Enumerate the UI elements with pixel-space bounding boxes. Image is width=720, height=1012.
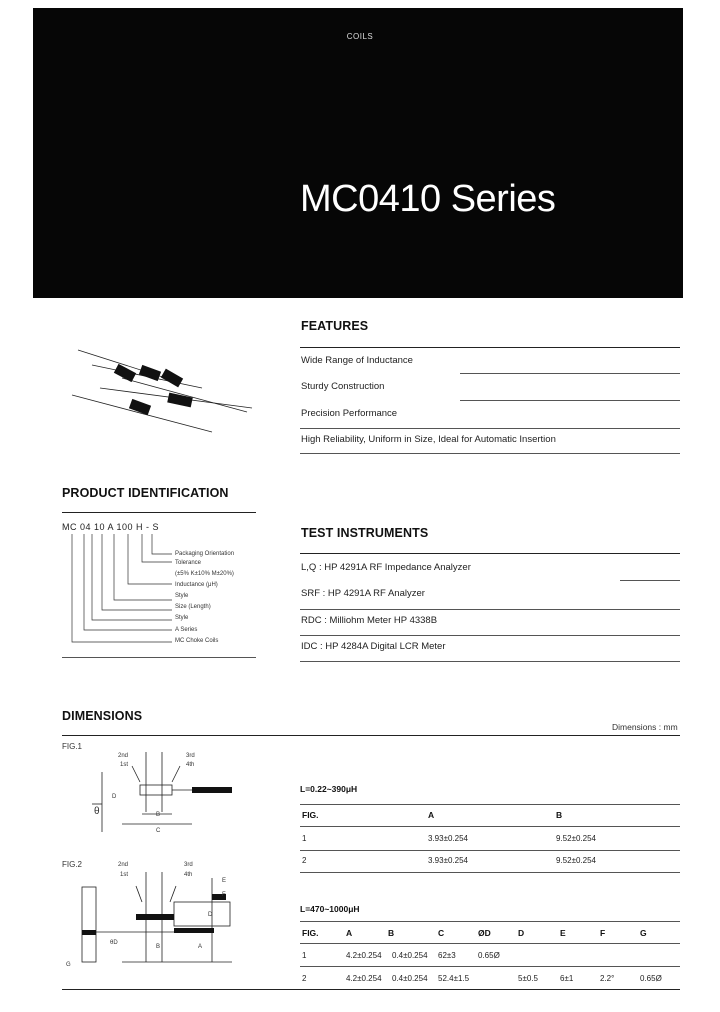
fig1-mark: θ [94, 806, 100, 817]
features-heading: FEATURES [301, 319, 369, 333]
instrument-item: IDC : HP 4284A Digital LCR Meter [301, 641, 446, 652]
fig1-label: FIG.1 [62, 742, 83, 751]
pid-label: Style [175, 615, 189, 621]
features-divider [300, 347, 680, 348]
product-code: MC 04 10 A 100 H - S [62, 522, 160, 532]
table2-header: F [600, 928, 606, 938]
feature-rule [300, 453, 680, 454]
product-id-leader-lines [62, 532, 182, 654]
fig1-mark: 2nd [118, 753, 129, 759]
pid-label: Packaging Orientation [175, 551, 235, 557]
table2-cell: 52.4±1.5 [438, 974, 470, 983]
fig1-mark: 3rd [186, 753, 195, 759]
fig2-mark: 2nd [118, 862, 129, 868]
pid-label: A Series [175, 627, 198, 633]
fig1-mark: 4th [186, 762, 195, 768]
category-label: COILS [346, 32, 374, 41]
table2-rule [300, 966, 680, 967]
coil-product-image [62, 340, 262, 440]
table2-range: L=470~1000μH [300, 904, 360, 914]
fig2-mark: D [208, 912, 213, 918]
table2-cell: 4.2±0.254 [346, 974, 382, 983]
fig2-mark: E [222, 878, 227, 884]
instrument-rule [300, 609, 680, 610]
table2-header: G [640, 928, 647, 938]
dimensions-unit-note: Dimensions : mm [612, 722, 678, 732]
fig2-mark: A [198, 944, 203, 950]
test-instruments-divider [300, 553, 680, 554]
table2-cell: 2 [302, 974, 307, 983]
fig2-label: FIG.2 [62, 860, 83, 869]
table1-header: A [428, 810, 435, 820]
product-id-divider [62, 512, 256, 513]
fig1-mark: C [156, 828, 161, 834]
fig1-mark: D [112, 794, 117, 800]
table2-header: C [438, 928, 445, 938]
fig2-mark: 3rd [184, 862, 193, 868]
pid-label: MC Choke Coils [175, 638, 219, 644]
pid-label: Tolerance [175, 560, 202, 566]
table1-cell: 3.93±0.254 [428, 856, 468, 865]
table2-header: A [346, 928, 353, 938]
table2-header: E [560, 928, 566, 938]
table2-cell: 4.2±0.254 [346, 951, 382, 960]
table2-cell: 5±0.5 [518, 974, 538, 983]
table1-cell: 9.52±0.254 [556, 856, 596, 865]
table1-cell: 2 [302, 856, 307, 865]
feature-rule [300, 428, 680, 429]
table1-header: B [556, 810, 563, 820]
table2-header: B [388, 928, 395, 938]
pid-label: (±5% K±10% M±20%) [175, 571, 234, 577]
table2-header: FIG. [302, 928, 319, 938]
table2-cell: 62±3 [438, 951, 456, 960]
table2-rule [300, 921, 680, 922]
table1-cell: 3.93±0.254 [428, 834, 468, 843]
instrument-rule [620, 580, 680, 581]
fig1-drawing [62, 752, 242, 842]
fig2-mark: 4th [184, 872, 193, 878]
table1-rule [300, 826, 680, 827]
table1-cell: 1 [302, 834, 307, 843]
pid-label: Style [175, 593, 189, 599]
instrument-item: L,Q : HP 4291A RF Impedance Analyzer [301, 562, 471, 573]
table2-cell: 2.2° [600, 974, 615, 983]
fig2-mark: θD [110, 940, 118, 946]
fig2-mark: G [66, 962, 71, 968]
fig2-drawing [62, 852, 242, 970]
feature-item: Precision Performance [301, 408, 398, 419]
fig2-mark: F [222, 892, 226, 898]
product-id-heading: PRODUCT IDENTIFICATION [62, 486, 229, 500]
feature-item: Sturdy Construction [301, 381, 385, 392]
table1-range: L=0.22~390μH [300, 784, 358, 794]
table1-rule [300, 872, 680, 873]
table2-cell: 6±1 [560, 974, 574, 983]
fig2-mark: B [156, 944, 161, 950]
feature-item: Wide Range of Inductance [301, 355, 413, 366]
feature-rule [460, 400, 680, 401]
table2-cell: 0.65Ø [640, 974, 662, 983]
table1-rule [300, 850, 680, 851]
dimensions-divider [62, 735, 680, 736]
table2-cell: 1 [302, 951, 307, 960]
table1-cell: 9.52±0.254 [556, 834, 596, 843]
feature-item: High Reliability, Uniform in Size, Ideal for Automatic Insertion [301, 434, 556, 445]
page-bottom-rule [62, 989, 680, 990]
page-title: MC0410 Series [300, 178, 556, 220]
table2-rule [300, 943, 680, 944]
test-instruments-heading: TEST INSTRUMENTS [301, 526, 429, 540]
table2-cell: 0.65Ø [478, 951, 500, 960]
instrument-item: RDC : Milliohm Meter HP 4338B [301, 615, 438, 626]
table1-rule [300, 804, 680, 805]
dimensions-heading: DIMENSIONS [62, 709, 143, 723]
feature-rule [460, 373, 680, 374]
table1-header: FIG. [302, 810, 319, 820]
table2-cell: 0.4±0.254 [392, 974, 428, 983]
table2-cell: 0.4±0.254 [392, 951, 428, 960]
product-id-bottom-rule [62, 657, 256, 658]
pid-label: Inductance (μH) [175, 582, 218, 588]
instrument-rule [300, 661, 680, 662]
pid-label: Size (Length) [175, 604, 211, 610]
fig1-mark: 1st [120, 762, 129, 768]
fig1-mark: B [156, 812, 161, 818]
table2-header: D [518, 928, 525, 938]
table2-header: ØD [478, 928, 491, 938]
header-banner [33, 8, 683, 298]
instrument-item: SRF : HP 4291A RF Analyzer [301, 588, 425, 599]
fig2-mark: 1st [120, 872, 129, 878]
instrument-rule [300, 635, 680, 636]
